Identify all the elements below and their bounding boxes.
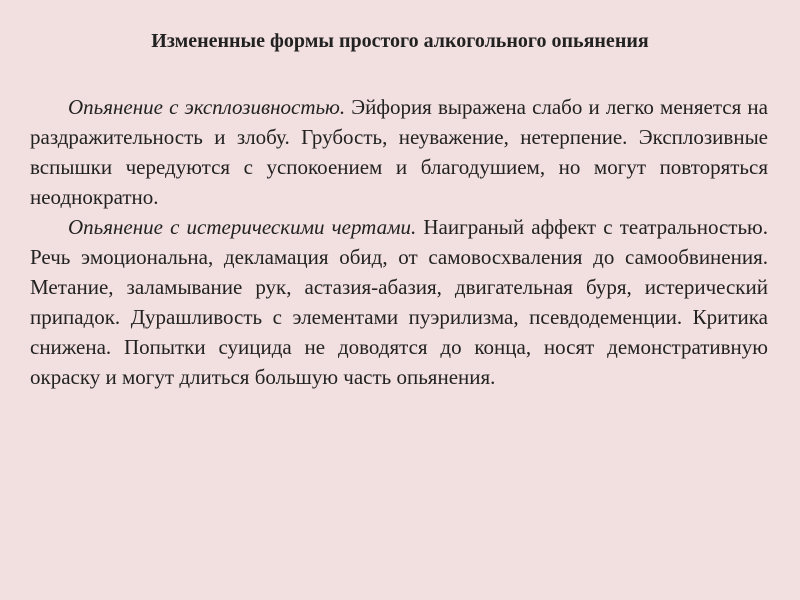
- paragraph-lead: Опьянение с истерическими чертами.: [68, 215, 417, 239]
- paragraph-hysterical: [30, 212, 768, 392]
- paragraph-text: Эйфория выражена слабо и легко меняется на раздражительность и злобу. Грубость, неуважение, нетерпение. Эксплозивные вспышки чередуются с успокоением и благодушием, но могут повторяться неоднократно.: [30, 95, 768, 209]
- paragraph-explosive: [30, 92, 768, 212]
- slide-body: [30, 92, 768, 392]
- slide-title: Измененные формы простого алкогольного опьянения: [151, 30, 649, 52]
- paragraph-lead: Опьянение с эксплозивностью.: [68, 95, 346, 119]
- paragraph-text: Наиграный аффект с театральностью. Речь эмоциональна, декламация обид, от самовосхваления до самообвинения. Метание, заламывание рук, астазия-абазия, двигательная буря, истерический припадок. Дурашливость с элементами пуэрилизма, псевдодеменции. Критика снижена. Попытки суицида не доводятся до конца, носят демонстративную окраску и могут длиться большую часть опьянения.: [30, 215, 768, 389]
